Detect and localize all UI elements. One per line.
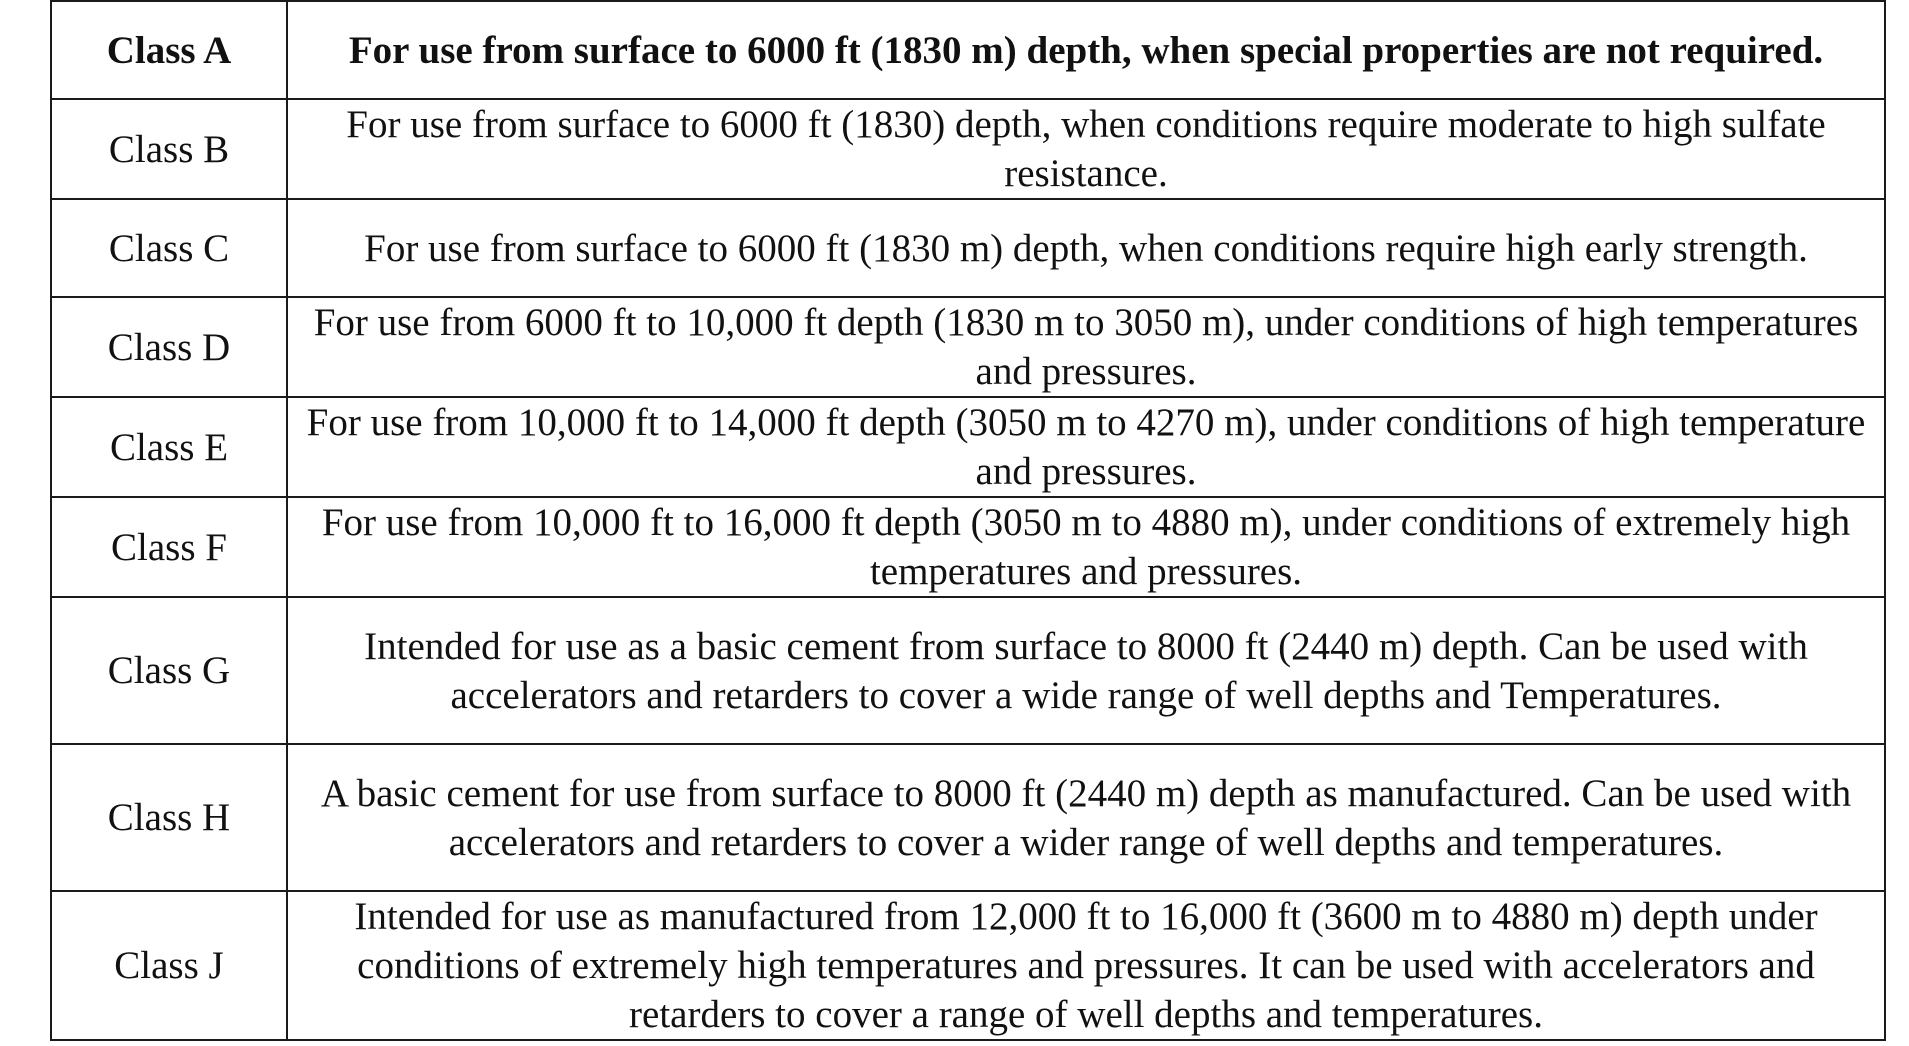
class-description-cell: Intended for use as a basic cement from surface to 8000 ft (2440 m) depth. Can be used with accelerators and retarders to cover a wide range of well depths and Temperatures.	[287, 597, 1885, 744]
class-description-cell: For use from surface to 6000 ft (1830) depth, when conditions require moderate to high sulfate resistance.	[287, 99, 1885, 199]
class-name-cell: Class D	[51, 297, 287, 397]
cement-class-table	[50, 0, 1886, 1041]
table-row	[51, 1, 1885, 99]
class-description-cell: For use from 6000 ft to 10,000 ft depth (1830 m to 3050 m), under conditions of high temperatures and pressures.	[287, 297, 1885, 397]
class-description-cell: For use from 10,000 ft to 16,000 ft depth (3050 m to 4880 m), under conditions of extremely high temperatures and pressures.	[287, 497, 1885, 597]
class-description-cell: For use from surface to 6000 ft (1830 m) depth, when special properties are not required.	[287, 1, 1885, 99]
class-description-cell: Intended for use as manufactured from 12,000 ft to 16,000 ft (3600 m to 4880 m) depth under conditions of extremely high temperatures and pressures. It can be used with accelerators and retarders to cover a range of well depths and temperatures.	[287, 891, 1885, 1040]
class-name-cell: Class F	[51, 497, 287, 597]
table-row	[51, 891, 1885, 1040]
class-name-cell: Class E	[51, 397, 287, 497]
class-name-cell: Class A	[51, 1, 287, 99]
class-name-cell: Class C	[51, 199, 287, 297]
class-name-cell: Class H	[51, 744, 287, 891]
table-row	[51, 744, 1885, 891]
class-name-cell: Class B	[51, 99, 287, 199]
class-description-cell: A basic cement for use from surface to 8000 ft (2440 m) depth as manufactured. Can be used with accelerators and retarders to cover a wider range of well depths and temperatures.	[287, 744, 1885, 891]
table-row	[51, 497, 1885, 597]
table-row	[51, 99, 1885, 199]
class-name-cell: Class G	[51, 597, 287, 744]
table-row	[51, 597, 1885, 744]
class-name-cell: Class J	[51, 891, 287, 1040]
table-row	[51, 199, 1885, 297]
table-row	[51, 297, 1885, 397]
class-description-cell: For use from surface to 6000 ft (1830 m) depth, when conditions require high early strength.	[287, 199, 1885, 297]
table-row	[51, 397, 1885, 497]
class-description-cell: For use from 10,000 ft to 14,000 ft depth (3050 m to 4270 m), under conditions of high temperature and pressures.	[287, 397, 1885, 497]
